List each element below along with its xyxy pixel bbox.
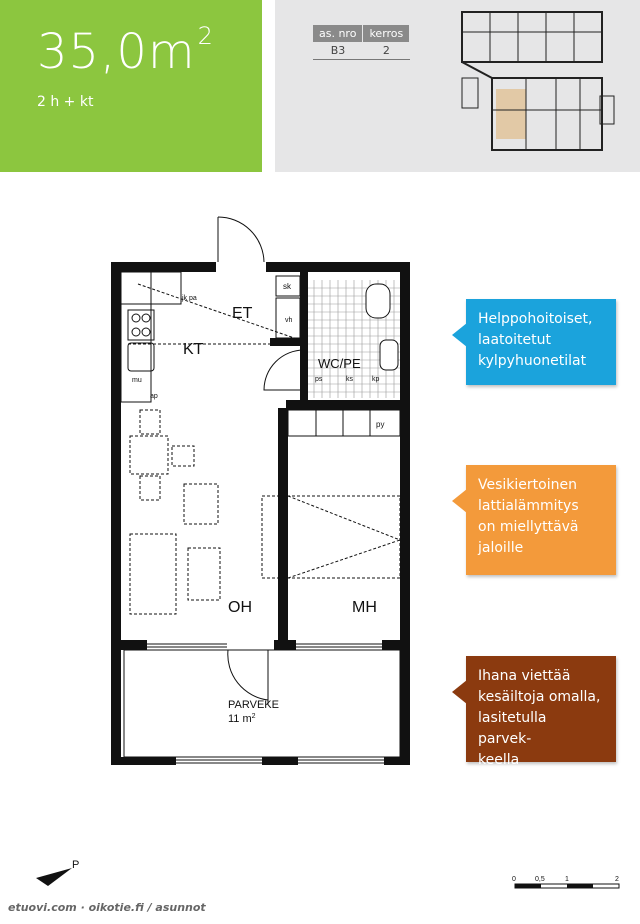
scale-label-2: 2 (615, 876, 619, 883)
scale-label-1: 1 (565, 876, 569, 883)
label-vh: vh (285, 317, 293, 324)
floor-number: 2 (363, 42, 410, 60)
label-parveke: PARVEKE (228, 699, 279, 711)
label-parveke-area: 11 $m^2$ (228, 713, 256, 725)
floor-plan (100, 210, 430, 780)
building-key-plan (460, 10, 620, 158)
callout-line: kylpyhuonetilat (478, 353, 587, 369)
north-arrow-icon (34, 856, 84, 894)
callout-balcony (466, 656, 616, 768)
label-ap: ap (150, 393, 158, 400)
scale-label-05: 0,5 (535, 876, 545, 883)
callout-line: lasitetulla parvek- (478, 710, 547, 747)
apartment-area (37, 22, 214, 80)
label-ps: ps (315, 376, 323, 383)
label-kt: KT (183, 341, 204, 358)
callout-line: Ihana viettää (478, 668, 571, 684)
callout-line: keella (478, 752, 520, 768)
label-wc-pe: WC/PE (318, 356, 361, 371)
scale-label-0: 0 (512, 876, 516, 883)
callout-floor-heating (466, 465, 616, 575)
key-plan-highlight (496, 89, 526, 139)
north-label: P (72, 859, 80, 871)
label-ks: ks (346, 376, 353, 383)
label-oh: OH (228, 599, 252, 616)
callout-line: Vesikiertoinen (478, 477, 577, 493)
label-mh: MH (352, 599, 377, 616)
area-header (0, 0, 262, 172)
header-floor: kerros (363, 25, 410, 42)
label-jk-pa: jk pa (182, 295, 197, 302)
label-sk: sk (283, 282, 291, 291)
callout-bathroom (466, 299, 616, 385)
callout-line: kesäiltoja omalla, (478, 689, 601, 705)
callout-line: lattialämmitys (478, 498, 579, 514)
callout-line: jaloille (478, 540, 524, 556)
apartment-info-table (313, 25, 410, 60)
header-apartment-number: as. nro (313, 25, 363, 42)
label-kp: kp (372, 376, 380, 383)
apartment-info-panel (275, 0, 640, 172)
label-py: py (376, 420, 385, 429)
callout-line: Helppohoitoiset, (478, 311, 593, 327)
callout-line: on miellyttävä (478, 519, 579, 535)
area-number: 35,0 (37, 24, 148, 80)
scale-bar (505, 872, 625, 890)
room-configuration: 2 h + kt (37, 94, 94, 110)
footer-source: etuovi.com · oikotie.fi / asunnot (8, 901, 206, 914)
label-mu: mu (132, 377, 142, 384)
label-et: ET (232, 305, 253, 322)
apartment-number: B3 (313, 42, 363, 60)
area-unit-sup: 2 (197, 22, 214, 50)
callout-line: laatoitetut (478, 332, 551, 348)
area-unit: m (147, 24, 196, 80)
